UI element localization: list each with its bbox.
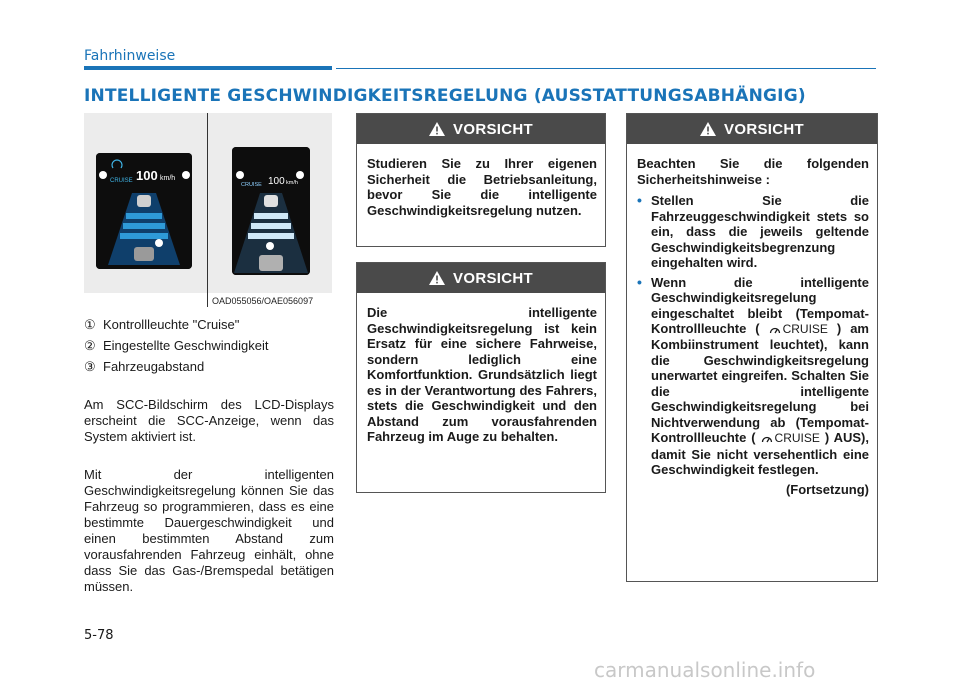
caution-text: Studieren Sie zu Ihrer eigenen Sicherheit die Betriebsanleitung, bevor Sie die intelligente Geschwindigkeitsregelung nutzen. bbox=[367, 156, 597, 218]
cluster-left-graphic bbox=[96, 153, 192, 269]
caution-heading: VORSICHT bbox=[453, 120, 533, 138]
set-speed-text: 100 bbox=[136, 168, 158, 183]
caution-text-part: ) am Kombiinstrument leuchtet), kann die Geschwindigkeitsregelung unerwartet eingreifen. Schalten Sie die intelligente Geschwindigkeitsregelung bei Nichtverwendung ab (Tempomat-Kontrollleuchte ( bbox=[651, 321, 869, 446]
page-title: INTELLIGENTE GESCHWINDIGKEITSREGELUNG (AUSSTATTUNGSABHÄNGIG) bbox=[84, 86, 806, 106]
cluster-display-right bbox=[232, 147, 310, 275]
legend-item bbox=[84, 356, 268, 377]
marker-2-icon bbox=[296, 171, 304, 179]
cruise-text: CRUISE bbox=[241, 182, 262, 188]
continue-note: (Fortsetzung) bbox=[785, 481, 869, 497]
legend-item bbox=[84, 314, 268, 335]
legend-num: ③ bbox=[84, 359, 96, 374]
marker-1-icon bbox=[236, 171, 244, 179]
own-car-icon bbox=[259, 255, 283, 271]
body-paragraph: Mit der intelligenten Geschwindigkeitsregelung können Sie das Fahrzeug so programmieren, dass es eine bestimmte Dauergeschwindigkeit und einen bestimmten Abstand zum vorausfahrenden Fahrzeug einhält, ohne dass Sie das Gas-/Bremspedal betätigen müssen. bbox=[84, 467, 334, 594]
caution-intro: Beachten Sie die folgenden Sicherheitshinweise : bbox=[637, 156, 869, 187]
cruise-label: CRUISE bbox=[774, 431, 820, 446]
list-item: • Stellen Sie die Fahrzeuggeschwindigkeit stets so ein, dass die jeweils geltende Geschwindigkeitsbegrenzung eingehalten wird. bbox=[637, 193, 869, 271]
cruise-indicator bbox=[769, 322, 828, 338]
page-number: 5-78 bbox=[84, 628, 114, 643]
legend-label: Kontrollleuchte "Cruise" bbox=[103, 317, 240, 332]
cruise-indicator bbox=[761, 431, 820, 447]
caution-box bbox=[356, 262, 606, 493]
cluster-right-graphic bbox=[232, 147, 310, 275]
dashboard-figure bbox=[84, 113, 332, 293]
marker-1-icon bbox=[99, 171, 107, 179]
marker-3-icon bbox=[155, 239, 163, 247]
legend-num: ② bbox=[84, 338, 96, 353]
caution-heading: VORSICHT bbox=[453, 269, 533, 287]
speed-unit-text: km/h bbox=[286, 180, 298, 186]
body-paragraph: Am SCC-Bildschirm des LCD-Displays erscheint die SCC-Anzeige, wenn das System aktiviert ist. bbox=[84, 397, 334, 444]
caution-header bbox=[357, 263, 605, 293]
caution-header bbox=[627, 114, 877, 144]
speedometer-icon bbox=[761, 434, 773, 444]
caution-text: Die intelligente Geschwindigkeitsregelung ist kein Ersatz für eine sichere Fahrweise, sondern lediglich eine Komfortfunktion. Grundsätzlich liegt es in der Verantwortung des Fahrers, stets die Geschwindigkeit und den Abstand zum vorausfahrenden Fahrzeug im Auge zu behalten. bbox=[367, 305, 597, 444]
header-rule-thick bbox=[84, 66, 332, 70]
legend-label: Eingestellte Geschwindigkeit bbox=[103, 338, 269, 353]
figure-legend bbox=[84, 314, 268, 377]
cluster-display-left bbox=[96, 153, 192, 269]
marker-3-icon bbox=[266, 242, 274, 250]
legend-num: ① bbox=[84, 317, 96, 332]
warning-icon bbox=[429, 271, 445, 285]
figure-caption: OAD055056/OAE056097 bbox=[212, 296, 314, 306]
section-label: Fahrhinweise bbox=[84, 48, 176, 64]
caution-text-part: ) AUS), damit Sie nicht versehentlich eine Geschwindigkeit festlegen. bbox=[651, 430, 869, 478]
own-car-icon bbox=[134, 247, 154, 261]
warning-icon bbox=[429, 122, 445, 136]
figure-divider bbox=[207, 113, 208, 307]
lead-car-icon bbox=[137, 195, 151, 207]
cruise-text: CRUISE bbox=[110, 178, 133, 184]
list-item bbox=[637, 275, 869, 478]
caution-heading: VORSICHT bbox=[724, 120, 804, 138]
marker-2-icon bbox=[182, 171, 190, 179]
warning-icon bbox=[700, 122, 716, 136]
legend-label: Fahrzeugabstand bbox=[103, 359, 205, 374]
watermark: carmanualsonline.info bbox=[594, 658, 816, 682]
caution-box bbox=[626, 113, 878, 582]
header-rule-thin bbox=[336, 68, 876, 69]
speed-unit-text: km/h bbox=[160, 175, 176, 182]
caution-content bbox=[627, 144, 877, 507]
speedometer-icon bbox=[769, 325, 781, 335]
caution-text-part: Wenn die intelligente Geschwindigkeitsregelung eingeschaltet bleibt (Tempomat-Kontrollleuchte ( bbox=[651, 274, 869, 336]
set-speed-text: 100 bbox=[268, 176, 285, 187]
cruise-label: CRUISE bbox=[782, 321, 828, 336]
lead-car-icon bbox=[264, 195, 278, 207]
caution-header bbox=[357, 114, 605, 144]
caution-list bbox=[637, 193, 869, 478]
caution-box bbox=[356, 113, 606, 247]
legend-item bbox=[84, 335, 268, 356]
